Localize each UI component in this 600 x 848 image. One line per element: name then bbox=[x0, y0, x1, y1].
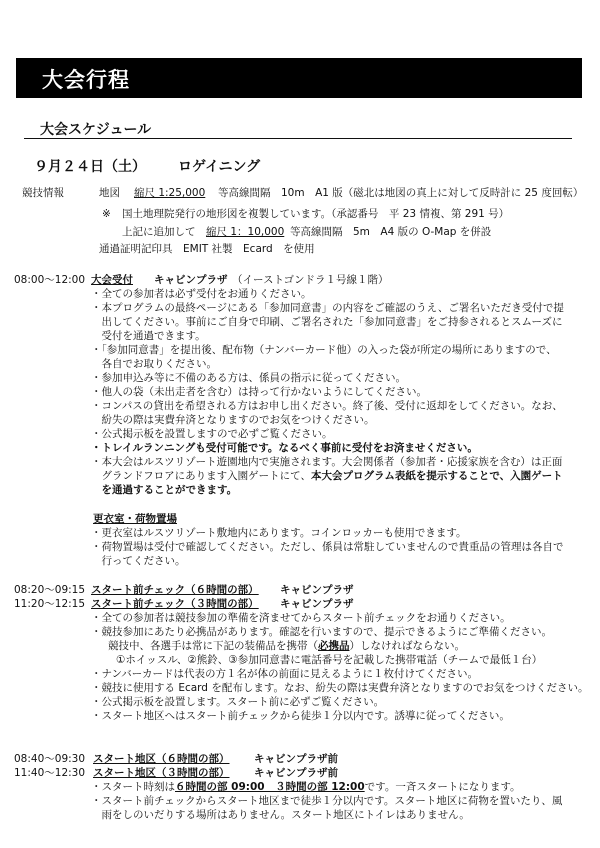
note-text: 国土地理院発行の地形図を複製しています。（承認番号 平 23 情複、第 291 号） bbox=[122, 208, 510, 220]
park-entry-text: グランドフロアにあります入園ゲートにて、 bbox=[91, 470, 311, 482]
day-date: ９月２４日（土） bbox=[34, 159, 146, 175]
reception-place-note: （イーストゴンドラ１号線１階） bbox=[232, 274, 389, 286]
list-item: ・コンパスの貸出を希望される方はお申し出ください。終了後、受付に返却をしてください。なお、 bbox=[91, 400, 563, 412]
precheck-title-6h: スタート前チェック（６時間の部） bbox=[91, 584, 259, 596]
equipment-rule bbox=[108, 639, 465, 653]
list-item: ・公式掲示板を設置します。スタート前に必ずご覧ください。 bbox=[91, 696, 385, 708]
list-item: 紛失の際は実費弁済となりますのでお気をつけください。 bbox=[91, 414, 375, 426]
list-item: ・本プログラムの最終ページにある「参加同意書」の内容をご確認のうえ、ご署名いただき受付で提 bbox=[91, 302, 564, 314]
park-entry-line: を通過することができます。 bbox=[91, 484, 238, 496]
list-item: ・競技に使用する Ecard を配布します。なお、紛失の際は実費弁済となりますのでお気をつけください。 bbox=[91, 682, 589, 694]
note-mark: ※ bbox=[102, 208, 111, 220]
precheck-place-3h: キャビンプラザ bbox=[280, 598, 354, 610]
park-entry-line bbox=[91, 469, 563, 483]
list-item: ・「参加同意書」を提出後、配布物（ナンバーカード他）の入った袋が所定の場所にありますので、 bbox=[91, 344, 557, 356]
start-time-text: ・スタート時刻は bbox=[91, 781, 175, 793]
reception-time: 08:00～12:00 bbox=[14, 274, 86, 286]
list-item: ・スタート地区へはスタート前チェックから徒歩１分以内です。誘導に従ってください。 bbox=[91, 710, 510, 722]
equipment-rule-text: 競技中、各選手は常に下記の装備品を携帯（ bbox=[108, 640, 318, 652]
list-item: 受付を通過できます。 bbox=[91, 330, 206, 342]
start-place-3h: キャビンプラザ前 bbox=[254, 767, 338, 779]
list-item: 出してください。事前にご自身で印刷、ご署名された「参加同意書」をご持参されるとスムーズに bbox=[91, 316, 563, 328]
reception-title: 大会受付 bbox=[91, 274, 133, 286]
schedule-heading: 大会スケジュール bbox=[40, 122, 152, 138]
list-item: ・全ての参加者は必ず受付をお通りください。 bbox=[91, 288, 312, 300]
start-place-6h: キャビンプラザ前 bbox=[254, 753, 338, 765]
park-entry-emphasis: 本大会プログラム表紙を提示することで、入園ゲート bbox=[310, 470, 563, 482]
trail-running-note: ・トレイルランニングも受付可能です。なるべく事前に受付をお済ませください。 bbox=[91, 442, 478, 454]
park-entry-line: ・本大会はルスツリゾート遊園地内で実施されます。大会関係者（参加者・応援家族を含む）は正面 bbox=[91, 456, 563, 468]
addition-label: 上記に追加して bbox=[122, 226, 196, 238]
map-spec: 等高線間隔 10m A1 版（磁北は地図の真上に対して反時計に 25 度回転） bbox=[218, 187, 584, 199]
section-banner bbox=[16, 58, 582, 98]
list-item: ・競技参加にあたり必携品があります。確認を行いますので、提示できるようにご準備ください。 bbox=[91, 626, 552, 638]
list-item: ・更衣室はルスツリゾート敷地内にあります。コインロッカーも使用できます。 bbox=[91, 527, 467, 539]
equipment-rule-emphasis: 必携品 bbox=[318, 640, 350, 652]
equipment-list: ①ホイッスル、②熊鈴、③参加同意書に電話番号を記載した携帯電話（チームで最低１台） bbox=[116, 654, 543, 666]
start-title-3h: スタート地区（３時間の部） bbox=[93, 767, 230, 779]
start-time-6h: 08:40～09:30 bbox=[14, 753, 86, 765]
start-title-6h: スタート地区（６時間の部） bbox=[93, 753, 230, 765]
list-item: 雨をしのいだりする場所はありません。スタート地区にトイレはありません。 bbox=[91, 809, 470, 821]
map-scale: 縮尺 1:25,000 bbox=[134, 187, 206, 199]
addition-spec: 等高線間隔 5m A4 版の O-Map を併設 bbox=[290, 226, 492, 238]
map-label: 地図 bbox=[99, 187, 120, 199]
changing-title: 更衣室・荷物置場 bbox=[93, 513, 177, 525]
day-event: ロゲイニング bbox=[178, 159, 261, 175]
competition-info-label: 競技情報 bbox=[22, 187, 64, 199]
timing-system: 通過証明記印具 EMIT 社製 Ecard を使用 bbox=[99, 243, 315, 255]
start-time-line bbox=[91, 780, 520, 794]
reception-place: キャビンプラザ bbox=[154, 274, 228, 286]
list-item: ・ナンバーカードは代表の方１名が体の前面に見えるように１枚付けてください。 bbox=[91, 668, 479, 680]
heading-underline bbox=[24, 138, 572, 139]
equipment-rule-text: ）しなければならない。 bbox=[349, 640, 465, 652]
addition-scale: 縮尺 1：10,000 bbox=[206, 226, 285, 238]
list-item: ・荷物置場は受付で確認してください。ただし、係員は常駐していませんので貴重品の管理は各自で bbox=[91, 541, 564, 553]
precheck-time-6h: 08:20～09:15 bbox=[14, 584, 86, 596]
precheck-place-6h: キャビンプラザ bbox=[280, 584, 354, 596]
list-item: ・全ての参加者は競技参加の準備を済ませてからスタート前チェックをお通りください。 bbox=[91, 612, 511, 624]
start-time-emphasis: ６時間の部 09:00 ３時間の部 12:00 bbox=[175, 781, 365, 793]
banner-title: 大会行程 bbox=[42, 68, 130, 92]
list-item: ・スタート前チェックからスタート地区まで徒歩１分以内です。スタート地区に荷物を置いたり、風 bbox=[91, 795, 563, 807]
start-time-text: です。一斉スタートになります。 bbox=[364, 781, 521, 793]
list-item: ・参加申込み等に不備のある方は、係員の指示に従ってください。 bbox=[91, 372, 406, 384]
list-item: 行ってください。 bbox=[91, 555, 186, 567]
precheck-title-3h: スタート前チェック（３時間の部） bbox=[91, 598, 259, 610]
list-item: ・公式掲示板を設置しますので必ずご覧ください。 bbox=[91, 428, 333, 440]
list-item: ・他人の袋（未出走者を含む）は持って行かないようにしてください。 bbox=[91, 386, 427, 398]
precheck-time-3h: 11:20～12:15 bbox=[14, 598, 86, 610]
start-time-3h: 11:40～12:30 bbox=[14, 767, 86, 779]
list-item: 各自でお取りください。 bbox=[91, 358, 217, 370]
